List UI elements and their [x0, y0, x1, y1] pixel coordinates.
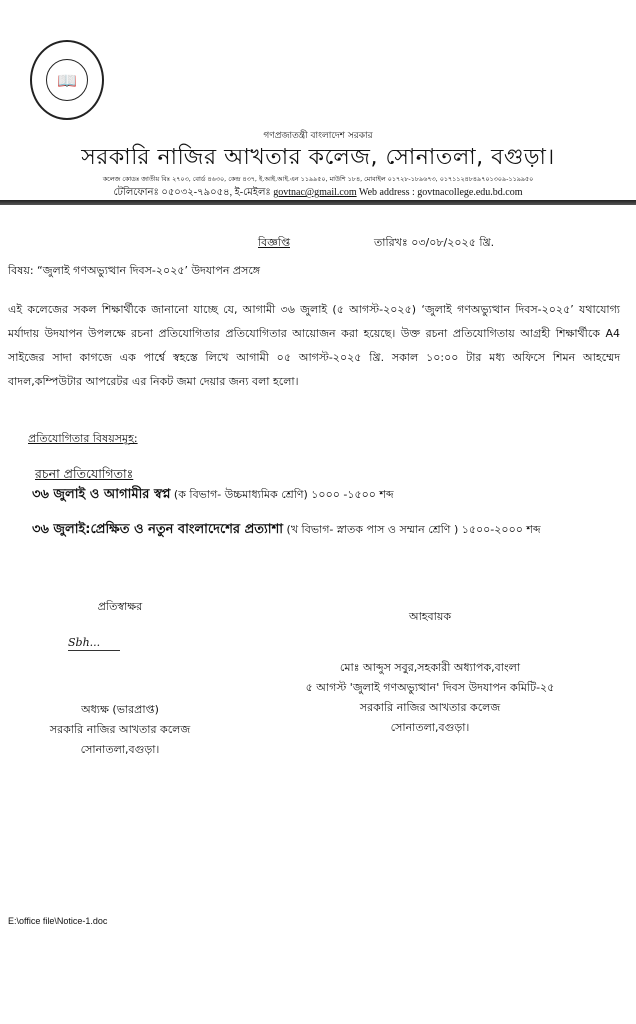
- college-name: সরকারি নাজির আখতার কলেজ, সোনাতলা, বগুড়া।: [81, 145, 555, 170]
- principal-block: [0, 700, 240, 760]
- notice-date: তারিখঃ ০৩/০৮/২০২৫ খ্রি.: [374, 236, 495, 249]
- government-line: গণপ্রজাতন্ত্রী বাংলাদেশ সরকার: [263, 131, 373, 141]
- college-seal-icon: [46, 59, 88, 101]
- contact-codes-line: কলেজ কোডঃ জাতীয় বিঃ ২৭০৩, বোর্ড ৪৬৩০, কেন্দ্র ৪৩৭, ই.আই.আই.এন ১১৯৯৫০, মাউশি ১৮৪, মোবাইল ০১৭২৮-১৮৯৬৭৩, ০১৭১১২৪৮৪৯৭০১৩০৯-১১৯৯৫০: [102, 175, 534, 183]
- topic-details: (ক বিভাগ- উচ্চমাধ্যমিক শ্রেণি) ১০০০ -১৫০০ শব্দ: [170, 488, 394, 501]
- file-path: E:\office file\Notice-1.doc: [8, 916, 108, 926]
- countersign-label: প্রতিস্বাক্ষর: [97, 600, 143, 613]
- principal-college: সরকারি নাজির আখতার কলেজ: [49, 723, 191, 736]
- essay-competition-heading: রচনা প্রতিযোগিতাঃ: [35, 466, 134, 481]
- convener-location: সোনাতলা,বগুড়া।: [390, 721, 470, 734]
- email-link[interactable]: govtnac@gmail.com: [273, 187, 357, 198]
- principal-location: সোনাতলা,বগুড়া।: [80, 743, 160, 756]
- topic-item: [32, 485, 394, 506]
- book-icon: 📖: [57, 70, 77, 90]
- notice-body: এই কলেজের সকল শিক্ষার্থীকে জানানো যাচ্ছে যে, আগামী ৩৬ জুলাই (৫ আগস্ট-২০২৫) ‘জুলাই গণঅভ্যুত্থান দিবস-২০২৫’ যথাযোগ্য মর্যাদায় উদযাপন উপলক্ষে রচনা প্রতিযোগিতার প্রতিযোগিতার আয়োজন করা হয়েছে। উক্ত রচনা প্রতিযোগিতায় আগ্রহী শিক্ষার্থীকে A4 সাইজের সাদা কাগজে এক পার্শ্বে স্বহস্তে লিখে আগামী ০৫ আগস্ট-২০২৫ খ্রি. সকাল ১০:০০ টার মধ্য অফিসে শিমন আহম্মেদ বাদল,কম্পিউটার আপরেটর এর নিকট জমা দেয়ার জন্য বলা হলো।: [8, 303, 620, 388]
- convener-college: সরকারি নাজির আখতার কলেজ: [359, 701, 501, 714]
- notice-subject: বিষয়: “জুলাই গণঅভ্যুত্থান দিবস-২০২৫’ উদযাপন প্রসঙ্গে: [8, 264, 261, 277]
- letterhead-divider: [0, 200, 636, 205]
- topic-item: [32, 520, 541, 541]
- convener-committee: ৫ আগস্ট 'জুলাই গণঅভ্যুত্থান' দিবস উদযাপন কমিটি-২৫: [305, 681, 555, 694]
- principal-signature: Sbh...: [68, 636, 120, 651]
- college-seal: [30, 40, 104, 120]
- web-label: Web address :: [356, 187, 418, 198]
- website-link[interactable]: govtnacollege.edu.bd.com: [417, 187, 523, 198]
- notice-title: বিজ্ঞপ্তি: [258, 236, 290, 249]
- topic-details: (খ বিভাগ- স্নাতক পাস ও সম্মান শ্রেণি ) ১৫০০-২০০০ শব্দ: [283, 523, 541, 536]
- topic-title: ৩৬ জুলাই ও আগামীর স্বপ্ন: [32, 487, 171, 502]
- principal-title: অধ্যক্ষ (ভারপ্রাপ্ত): [81, 703, 159, 716]
- topics-heading: প্রতিযোগিতার বিষয়সমূহ:: [28, 432, 138, 445]
- convener-block: [290, 658, 570, 738]
- convener-name: মোঃ আব্দুস সবুর,সহকারী অধ্যাপক,বাংলা: [339, 661, 521, 674]
- topic-title: ৩৬ জুলাই:প্রেক্ষিত ও নতুন বাংলাদেশের প্রত্যাশা: [32, 522, 284, 537]
- phone-label: টেলিফোনঃ ০৫০৩২-৭৯০৫৪, ই-মেইলঃ: [113, 187, 274, 198]
- convener-label: আহবায়ক: [408, 610, 452, 623]
